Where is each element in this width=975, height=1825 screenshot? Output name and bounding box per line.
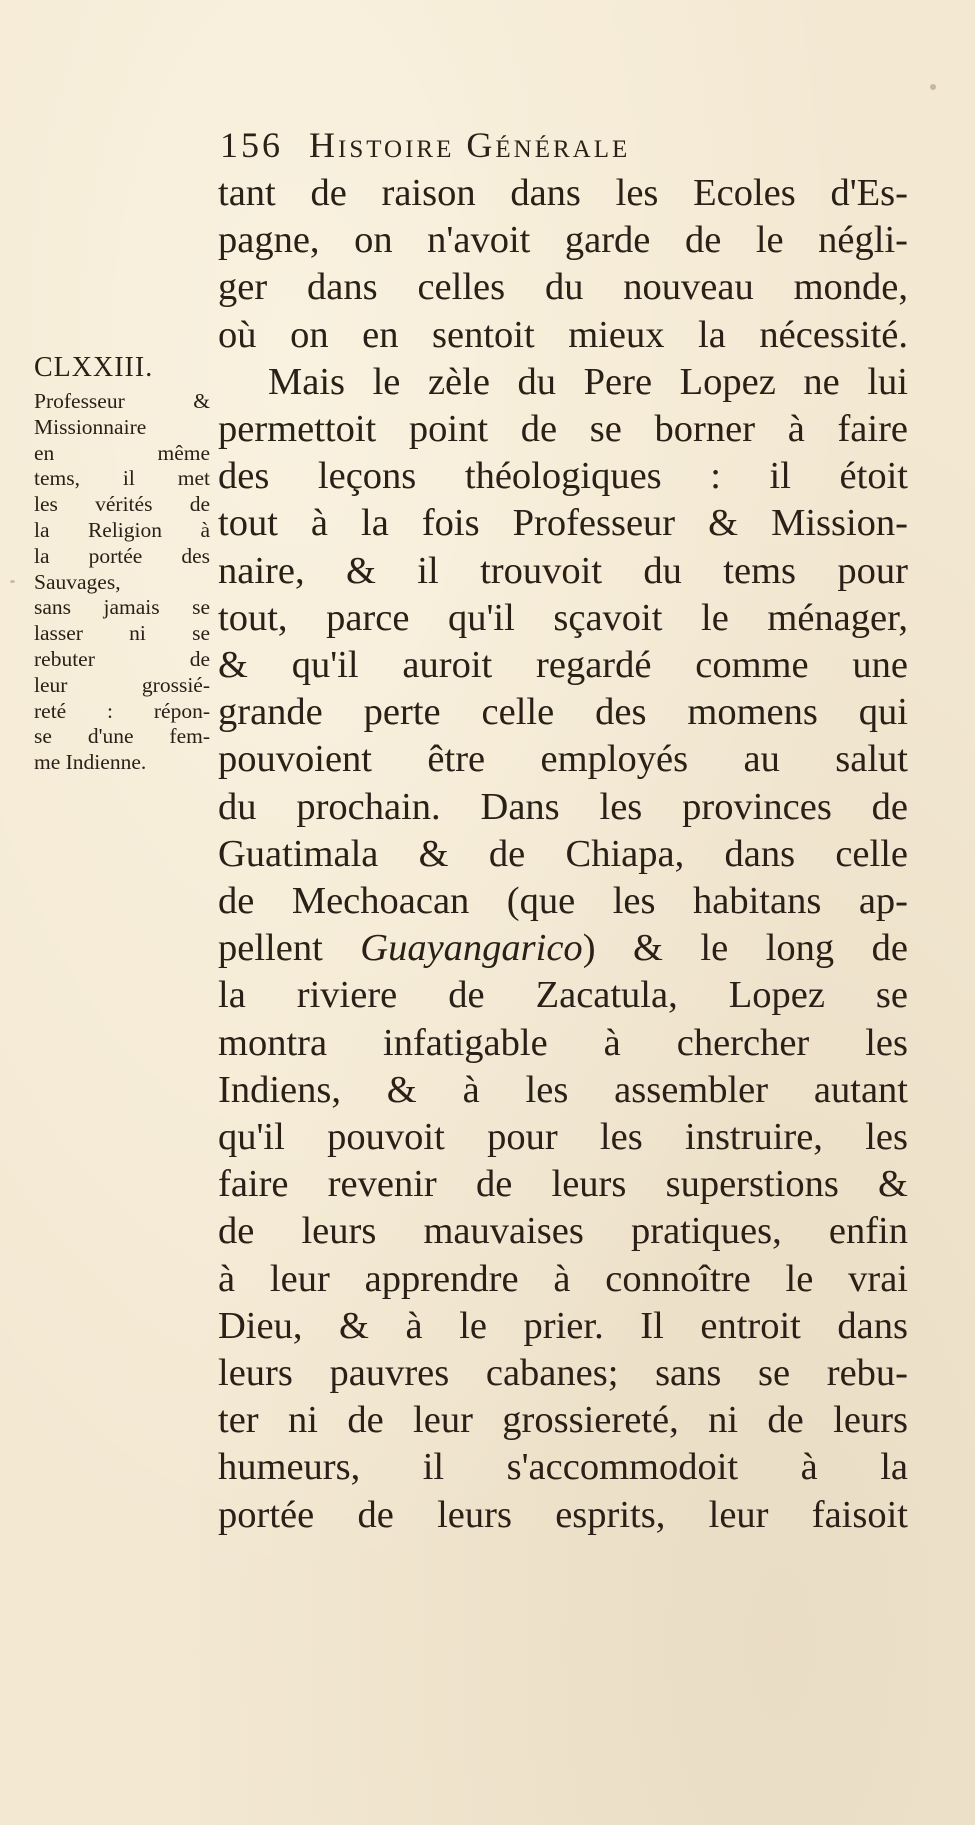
text-line: montra infatigable à chercher les [218, 1021, 908, 1064]
marginal-note [34, 353, 210, 776]
text-line: du prochain. Dans les provinces de [218, 785, 908, 828]
text-line: de leurs mauvaises pratiques, enfin [218, 1210, 908, 1253]
marginal-note-line: reté : répon- [34, 698, 210, 723]
text-line: des leçons théologiques : il étoit [218, 455, 908, 498]
marginal-note-line: leur grossié- [34, 672, 210, 697]
text-line: humeurs, il s'accommodoit à la [218, 1446, 908, 1489]
text-line: faire revenir de leurs superstions & [218, 1163, 908, 1206]
marginal-note-line: en même [34, 440, 210, 465]
text-line: où on en sentoit mieux la nécessité. [218, 313, 908, 356]
text-line: Indiens, & à les assembler autant [218, 1068, 908, 1111]
page-number: 156 [220, 125, 283, 165]
text-line: Dieu, & à le prier. Il entroit dans [218, 1304, 908, 1347]
text-line: de Mechoacan (que les habitans ap- [218, 880, 908, 923]
marginal-note-line: Professeur & [34, 389, 210, 413]
text-line: pagne, on n'avoit garde de le négli- [218, 219, 908, 262]
text-line: ger dans celles du nouveau monde, [218, 266, 908, 309]
text-line: qu'il pouvoit pour les instruire, les [218, 1116, 908, 1159]
text-line: permettoit point de se borner à faire [218, 408, 908, 451]
marginal-note-line: les vérités de [34, 492, 210, 517]
text-line: portée de leurs esprits, leur faisoit [218, 1493, 908, 1536]
text-line: & qu'il auroit regardé comme une [218, 644, 908, 687]
marginal-note-line: tems, il met [34, 466, 210, 491]
text-line: à leur apprendre à connoître le vrai [218, 1257, 908, 1300]
marginal-note-line: se d'une fem- [34, 724, 210, 749]
running-title: Histoire Générale [309, 125, 631, 165]
text-line: tout, parce qu'il sçavoit le ménager, [218, 596, 908, 639]
running-header [220, 124, 920, 166]
text-line: ter ni de leur grossiereté, ni de leurs [218, 1399, 908, 1442]
text-line: Guatimala & de Chiapa, dans celle [218, 832, 908, 875]
marginal-note-number: CLXXIII. [34, 352, 154, 383]
marginal-note-line: la Religion à [34, 517, 210, 542]
main-text-column [218, 170, 908, 1539]
italic-place-name: Guayangarico [360, 927, 583, 970]
text-line: naire, & il trouvoit du tems pour [218, 549, 908, 592]
text-line: pouvoient être employés au salut [218, 738, 908, 781]
marginal-note-line: lasser ni se [34, 621, 210, 646]
text-line: tant de raison dans les Ecoles d'Es- [218, 172, 908, 214]
marginal-note-line: la portée des [34, 543, 210, 568]
paper-speck [930, 84, 936, 90]
text-line: pellent Guayangarico) & le long de [218, 927, 908, 970]
marginal-note-line: Sauvages, [34, 569, 121, 594]
text-line: tout à la fois Professeur & Mission- [218, 502, 908, 545]
text-line: leurs pauvres cabanes; sans se rebu- [218, 1352, 908, 1395]
paper-speck [10, 580, 15, 583]
paragraph-start-line: Mais le zèle du Pere Lopez ne lui [268, 360, 908, 403]
marginal-note-line: rebuter de [34, 646, 210, 671]
marginal-note-line: me Indienne. [34, 750, 147, 775]
text-line: la riviere de Zacatula, Lopez se [218, 974, 908, 1017]
marginal-note-line: Missionnaire [34, 414, 147, 439]
marginal-note-line: sans jamais se [34, 595, 210, 620]
text-line: grande perte celle des momens qui [218, 691, 908, 734]
